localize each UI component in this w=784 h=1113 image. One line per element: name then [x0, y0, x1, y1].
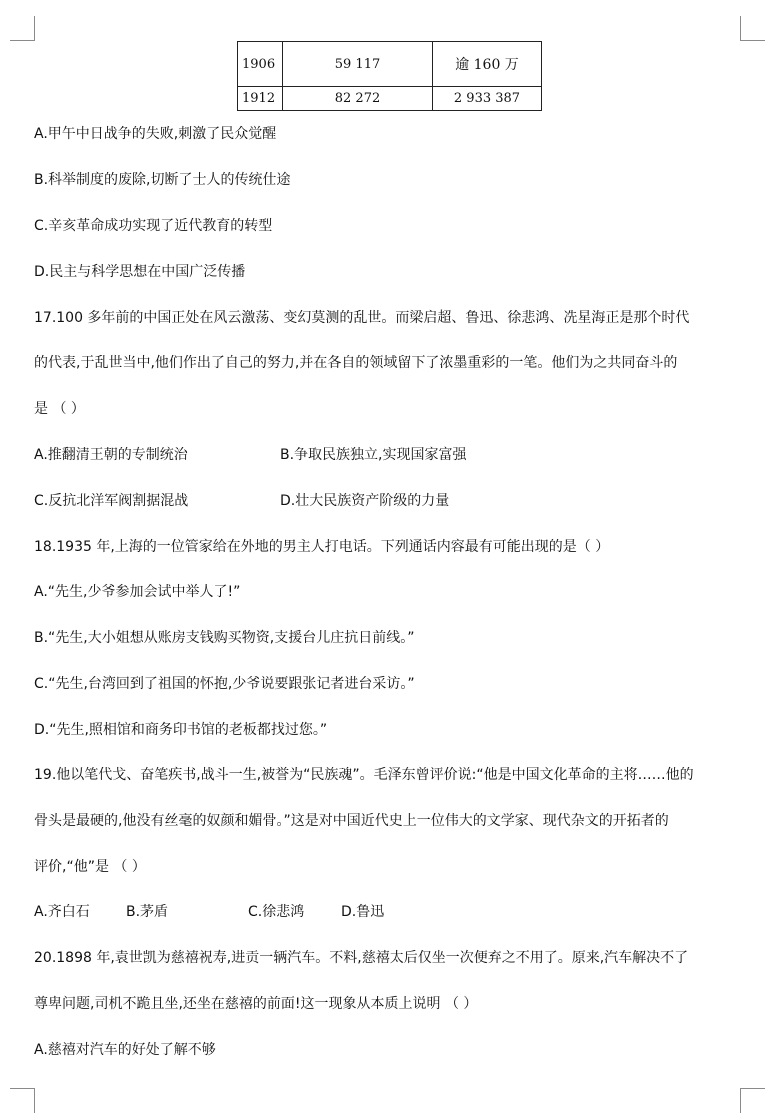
crop-mark-top-right — [740, 16, 765, 41]
q19-option-d: D.鲁迅 — [341, 904, 385, 920]
q16-option-c: C.辛亥革命成功实现了近代教育的转型 — [34, 218, 273, 234]
q17-option-a: A.推翻清王朝的专制统治 — [34, 447, 188, 463]
q17-option-c: C.反抗北洋军阀割据混战 — [34, 493, 189, 509]
q19-option-a: A.齐白石 — [34, 904, 90, 920]
table-row — [238, 42, 542, 87]
q20-option-a: A.慈禧对汽车的好处了解不够 — [34, 1042, 216, 1058]
q19-stem-line-2: 骨头是最硬的,他没有丝毫的奴颜和媚骨。”这是对中国近代史上一位伟大的文学家、现代杂文的开拓者的 — [34, 813, 669, 829]
q18-option-a: A.“先生,少爷参加会试中举人了!” — [34, 584, 241, 600]
q19-stem-line-3: 评价,“他”是 （ ） — [34, 859, 146, 875]
crop-mark-top-left — [10, 16, 35, 41]
q18-option-b: B.“先生,大小姐想从账房支钱购买物资,支援台儿庄抗日前线。” — [34, 630, 415, 646]
table-cell-schools: 59 117 — [283, 42, 433, 87]
table-cell-students: 2 933 387 — [433, 87, 542, 111]
q17-option-d: D.壮大民族资产阶级的力量 — [280, 493, 450, 509]
q18-option-c: C.“先生,台湾回到了祖国的怀抱,少爷说要跟张记者进台采访。” — [34, 676, 415, 692]
table-cell-year: 1906 — [238, 42, 283, 87]
q17-stem-line-2: 的代表,于乱世当中,他们作出了自己的努力,并在各自的领域留下了浓墨重彩的一笔。他们为之共同奋斗的 — [34, 355, 678, 371]
q19-option-b: B.茅盾 — [126, 904, 169, 920]
table-cell-year: 1912 — [238, 87, 283, 111]
q17-stem-line-3: 是 （ ） — [34, 401, 85, 417]
q18-stem: 18.1935 年,上海的一位管家给在外地的男主人打电话。下列通话内容最有可能出现的是（ ） — [34, 539, 610, 555]
q19-option-c: C.徐悲鸿 — [248, 904, 305, 920]
table-cell-schools: 82 272 — [283, 87, 433, 111]
q16-option-b: B.科举制度的废除,切断了士人的传统仕途 — [34, 172, 291, 188]
crop-mark-bottom-right — [740, 1088, 765, 1113]
table-row — [238, 87, 542, 111]
q19-stem-line-1: 19.他以笔代戈、奋笔疾书,战斗一生,被誉为“民族魂”。毛泽东曾评价说:“他是中国文化革命的主将……他的 — [34, 767, 694, 783]
q20-stem-line-1: 20.1898 年,袁世凯为慈禧祝寿,进贡一辆汽车。不料,慈禧太后仅坐一次便弃之不用了。原来,汽车解决不了 — [34, 950, 689, 966]
q20-stem-line-2: 尊卑问题,司机不跪且坐,还坐在慈禧的前面!这一现象从本质上说明 （ ） — [34, 996, 478, 1012]
q16-option-d: D.民主与科学思想在中国广泛传播 — [34, 264, 246, 280]
q17-option-b: B.争取民族独立,实现国家富强 — [280, 447, 467, 463]
q18-option-d: D.“先生,照相馆和商务印书馆的老板都找过您。” — [34, 722, 328, 738]
enrollment-table — [237, 41, 542, 111]
crop-mark-bottom-left — [10, 1088, 35, 1113]
q17-stem-line-1: 17.100 多年前的中国正处在风云激荡、变幻莫测的乱世。而梁启超、鲁迅、徐悲鸿、冼星海正是那个时代 — [34, 310, 690, 326]
q16-option-a: A.甲午中日战争的失败,刺激了民众觉醒 — [34, 126, 277, 142]
table-cell-students: 逾 160 万 — [433, 42, 542, 87]
